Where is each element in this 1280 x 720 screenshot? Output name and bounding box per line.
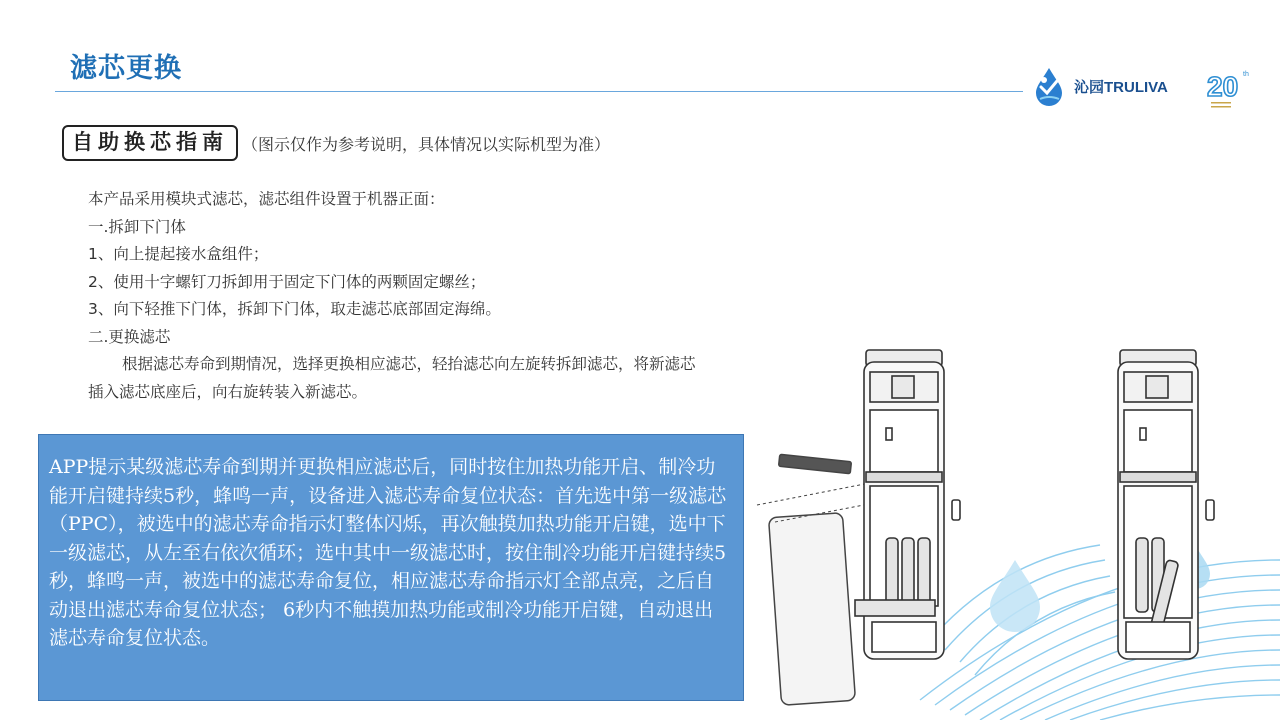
water-dispenser-illustration (1118, 350, 1214, 659)
instruction-line: 3、向下轻推下门体，拆卸下门体，取走滤芯底部固定海绵。 (88, 300, 501, 318)
instruction-line: 一.拆卸下门体 (88, 217, 186, 236)
brand-name: 沁园TRULIVA (1074, 78, 1168, 96)
header-divider (55, 91, 1023, 92)
instruction-line: 根据滤芯寿命到期情况，选择更换相应滤芯，轻抬滤芯向左旋转拆卸滤芯，将新滤芯 (122, 355, 696, 373)
truliva-logo (1032, 64, 1168, 108)
page-title: 滤芯更换 (70, 53, 182, 84)
anniversary-20-icon (1205, 66, 1253, 110)
guide-heading: 自助换芯指南 (62, 125, 238, 161)
instructions (88, 186, 868, 406)
instruction-line: 二.更换滤芯 (88, 327, 171, 346)
water-drop-icon (990, 560, 1040, 632)
guide-heading-row (62, 125, 610, 161)
removed-door-panel (769, 454, 856, 705)
water-drop-icon (1180, 545, 1210, 589)
wave-decoration (920, 545, 1280, 720)
instruction-line: 2、使用十字螺钉刀拆卸用于固定下门体的两颗固定螺丝； (88, 272, 486, 291)
truliva-logo-icon (1032, 66, 1066, 106)
anniversary-sup: th (1243, 71, 1249, 78)
instruction-line: 插入滤芯底座后，向右旋转装入新滤芯。 (88, 382, 368, 401)
instruction-line: 1、向上提起接水盒组件； (88, 245, 269, 263)
reset-instructions-callout: APP提示某级滤芯寿命到期并更换相应滤芯后，同时按住加热功能开启、制冷功能开启键持续5秒，蜂鸣一声，设备进入滤芯寿命复位状态：首先选中第一级滤芯（PPC），被选中的滤芯寿命指示灯整体闪烁，再次触摸加热功能开启键，选中下一级滤芯，从左至右依次循环；选中其中一级滤芯时，按住制冷功能开启键持续5秒，蜂鸣一声，被选中的滤芯寿命复位，相应滤芯寿命指示灯全部点亮，之后自动退出滤芯寿命复位状态； 6秒内不触摸加热功能或制冷功能开启键，自动退出滤芯寿命复位状态。 (38, 434, 744, 701)
guide-note: （图示仅作为参考说明，具体情况以实际机型为准） (242, 134, 611, 154)
water-dispenser-illustration (855, 350, 960, 659)
anniversary-number: 20 (1207, 71, 1239, 102)
instruction-line: 本产品采用模块式滤芯，滤芯组件设置于机器正面： (88, 190, 445, 208)
